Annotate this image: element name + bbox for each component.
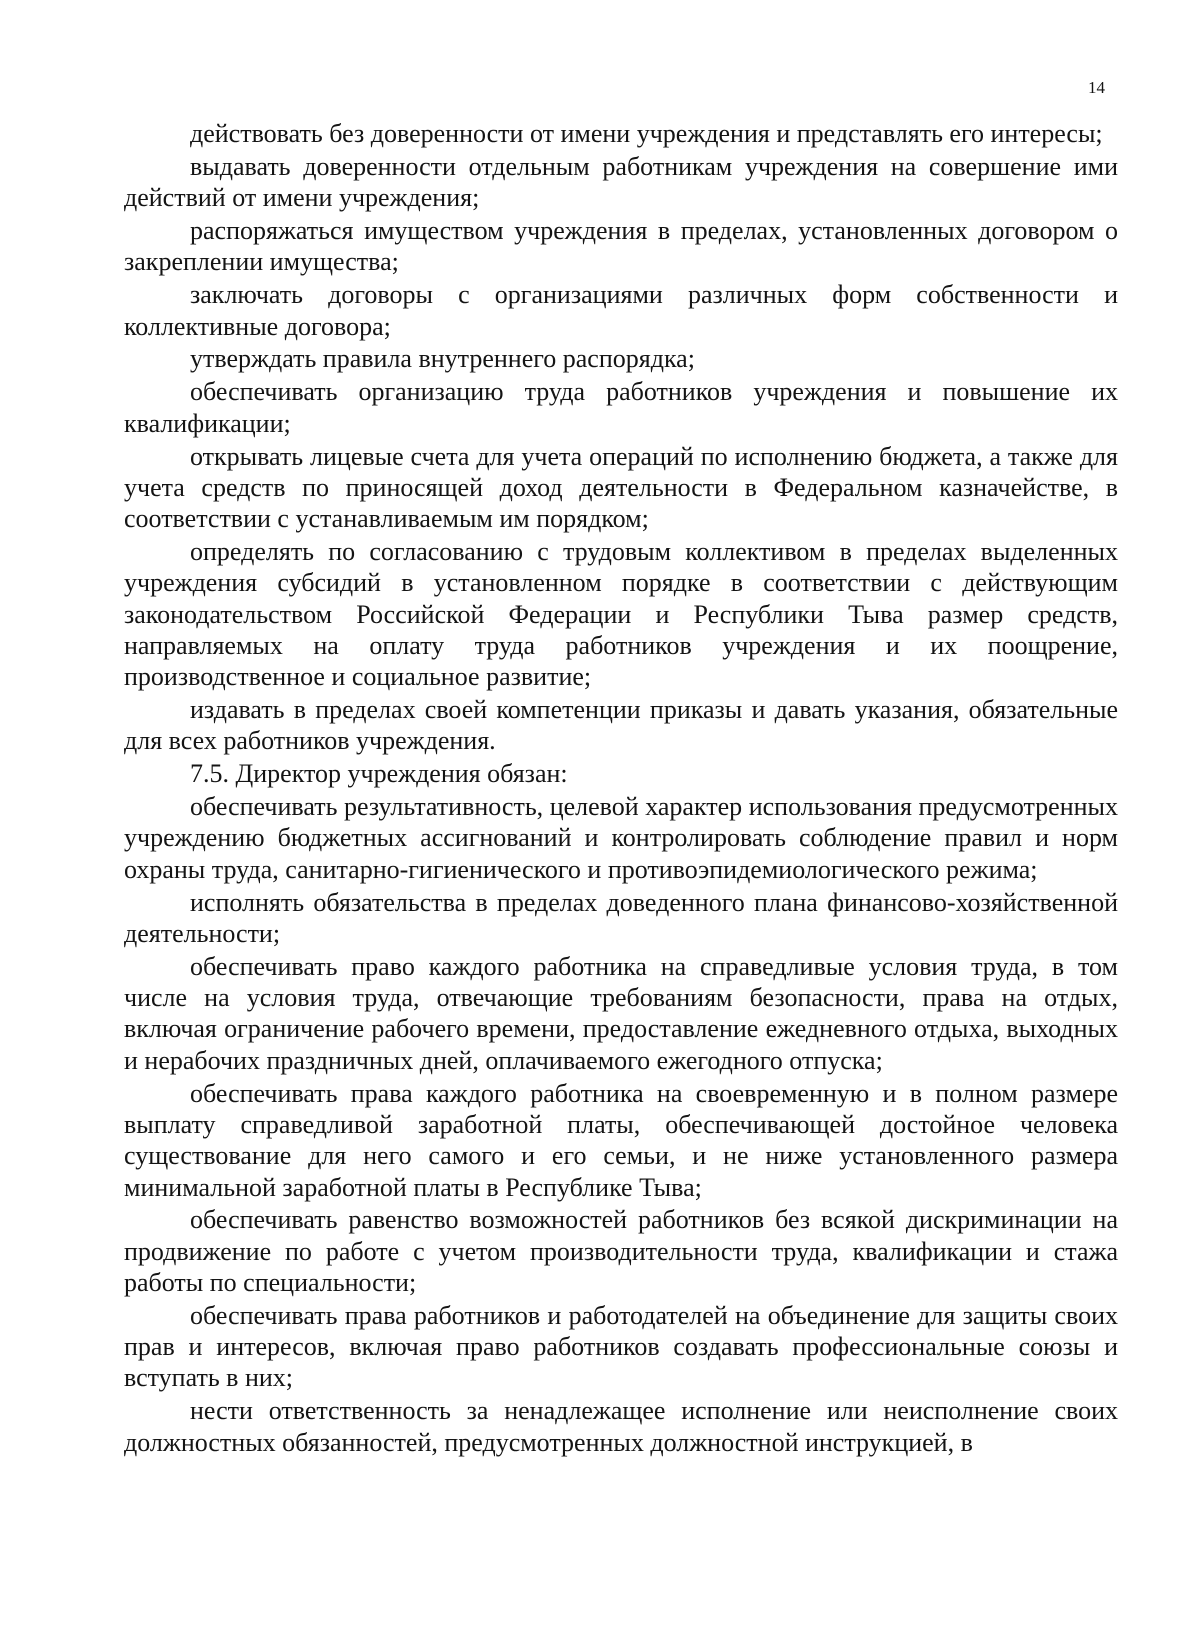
paragraph-fair-conditions: обеспечивать право каждого работника на справедливые условия труда, в том числе на условия труда, отвечающие требованиям безопасности, права на отдых, включая ограничение рабочего времени, предоставление ежедневного отдыха, выходных и нерабочих праздничных дней, оплачиваемого ежегодного отпуска; <box>124 951 1118 1075</box>
paragraph-open-accounts: открывать лицевые счета для учета операций по исполнению бюджета, а также для учета средств по приносящей доход деятельности в Федеральном казначействе, в соответствии с устанавливаемым им порядком; <box>124 441 1118 534</box>
paragraph-fulfill-obligations: исполнять обязательства в пределах доведенного плана финансово-хозяйственной деятельности; <box>124 887 1118 948</box>
section-heading-7-5: 7.5. Директор учреждения обязан: <box>190 759 568 789</box>
paragraph-responsibility: нести ответственность за ненадлежащее исполнение или неисполнение своих должностных обязанностей, предусмотренных должностной инструкцией, в <box>124 1396 1118 1457</box>
paragraph-issue-proxies: выдавать доверенности отдельным работникам учреждения на совершение ими действий от имени учреждения; <box>124 151 1118 213</box>
paragraph-approve-rules: утверждать правила внутреннего распорядка; <box>190 344 695 374</box>
paragraph-issue-orders: издавать в пределах своей компетенции приказы и давать указания, обязательные для всех работников учреждения. <box>124 695 1118 756</box>
body-text <box>124 118 1118 1458</box>
paragraph-organize-labor: обеспечивать организацию труда работников учреждения и повышение их квалификации; <box>124 377 1118 438</box>
paragraph-ensure-effectiveness: обеспечивать результативность, целевой характер использования предусмотренных учреждению бюджетных ассигнований и контролировать соблюдение правил и норм охраны труда, санитарно-гигиенического и противоэпидемиологического режима; <box>124 792 1118 884</box>
paragraph-equal-opportunities: обеспечивать равенство возможностей работников без всякой дискриминации на продвижение по работе с учетом производительности труда, квалификации и стажа работы по специальности; <box>124 1205 1118 1297</box>
paragraph-act-without-proxy: действовать без доверенности от имени учреждения и представлять его интересы; <box>190 119 1103 148</box>
paragraph-determine-funds: определять по согласованию с трудовым коллективом в пределах выделенных учреждения субсидий в установленном порядке в соответствии с действующим законодательством Российской Федерации и Республики Тыва размер средств, направляемых на оплату труда работников учреждения и их поощрение, производственное и социальное развитие; <box>124 537 1118 692</box>
paragraph-fair-wages: обеспечивать права каждого работника на своевременную и в полном размере выплату справедливой заработной платы, обеспечивающей достойное человека существование для него самого и его семьи, и не ниже установленного размера минимальной заработной платы в Республике Тыва; <box>124 1078 1118 1202</box>
paragraph-dispose-property: распоряжаться имуществом учреждения в пределах, установленных договором о закреплении имущества; <box>124 216 1118 277</box>
paragraph-conclude-contracts: заключать договоры с организациями различных форм собственности и коллективные договора; <box>124 280 1118 341</box>
paragraph-association-rights: обеспечивать права работников и работодателей на объединение для защиты своих прав и интересов, включая право работников создавать профессиональные союзы и вступать в них; <box>124 1300 1118 1393</box>
page-number: 14 <box>1088 78 1105 97</box>
